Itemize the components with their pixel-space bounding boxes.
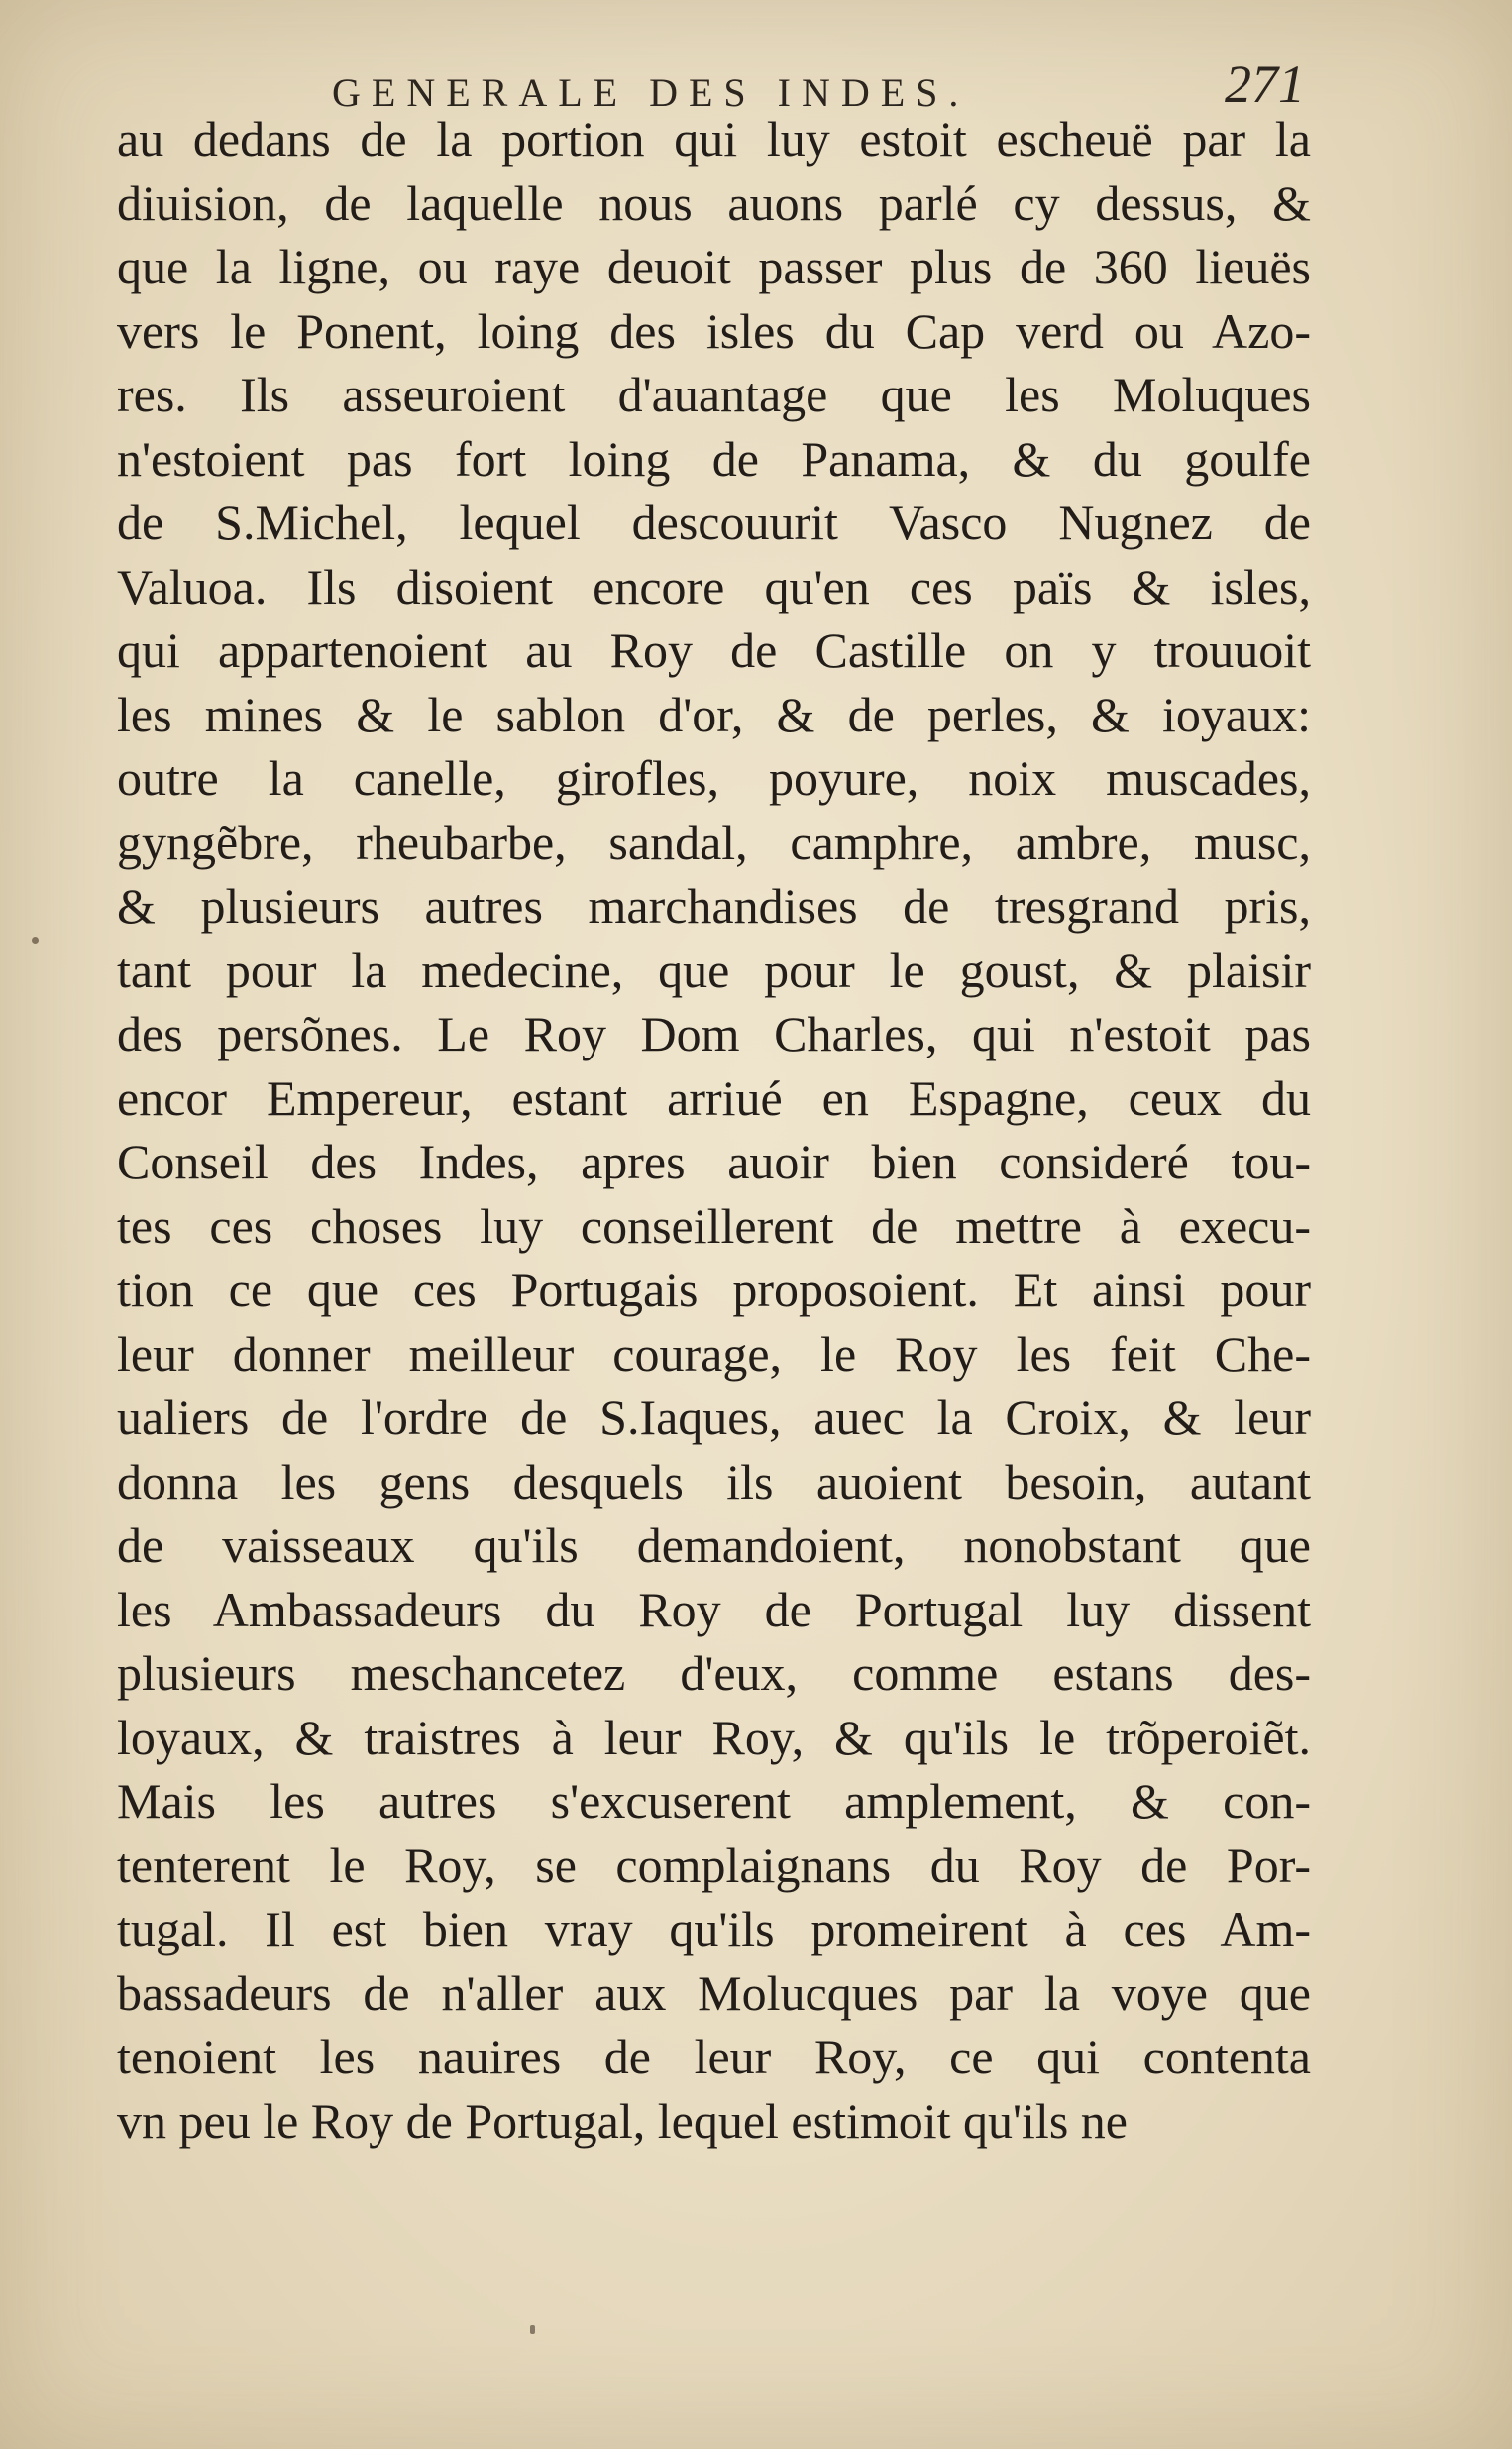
text-line: Valuoa. Ils disoient encore qu'en ces païs & isles, [117,558,1311,614]
text-line: tant pour la medecine, que pour le goust, & plaisir [117,942,1311,998]
page-number: 271 [1225,55,1305,114]
text-line: gyngẽbre, rheubarbe, sandal, camphre, ambre, musc, [117,814,1311,870]
text-line: diuision, de laquelle nous auons parlé cy dessus, & [117,174,1311,231]
text-line: outre la canelle, girofles, poyure, noix muscades, [117,750,1311,806]
text-line: tenoient les nauires de leur Roy, ce qui contenta [117,2029,1311,2084]
text-line: Mais les autres s'excuserent amplement, & con- [117,1773,1311,1829]
body-text [117,107,1311,2153]
text-line: les Ambassadeurs du Roy de Portugal luy dissent [117,1581,1311,1637]
text-line: vers le Ponent, loing des isles du Cap verd ou Azo- [117,302,1311,359]
text-line: n'estoient pas fort loing de Panama, & du goulfe [117,430,1311,487]
text-line: bassadeurs de n'aller aux Molucques par la voye que [117,1964,1311,2021]
ink-speck [530,2325,535,2334]
text-line: loyaux, & traistres à leur Roy, & qu'ils le trõperoiẽt. [117,1709,1311,1765]
text-line: ualiers de l'ordre de S.Iaques, auec la Croix, & leur [117,1390,1311,1445]
running-title: GENERALE DES INDES. [332,70,970,115]
text-line: que la ligne, ou raye deuoit passer plus de 360 lieuës [117,239,1311,294]
text-line: Conseil des Indes, apres auoir bien consideré tou- [117,1134,1311,1189]
text-line: de vaisseaux qu'ils demandoient, nonobstant que [117,1517,1311,1573]
text-line: les mines & le sablon d'or, & de perles, & ioyaux: [117,686,1311,742]
text-line: vn peu le Roy de Portugal, lequel estimoit qu'ils ne [117,2092,1128,2149]
text-line: des persõnes. Le Roy Dom Charles, qui n'estoit pas [117,1006,1311,1061]
text-line: tion ce que ces Portugais proposoient. Et ainsi pour [117,1262,1311,1317]
text-line: tes ces choses luy conseillerent de mettre à execu- [117,1197,1311,1254]
text-line: qui appartenoient au Roy de Castille on y trouuoit [117,622,1311,678]
text-line: & plusieurs autres marchandises de tresgrand pris, [117,878,1311,934]
text-line: au dedans de la portion qui luy estoit escheuë par la [117,111,1311,167]
text-line: plusieurs meschancetez d'eux, comme estans des- [117,1645,1311,1701]
text-line: tugal. Il est bien vray qu'ils promeirent à ces Am- [117,1901,1311,1956]
text-line: leur donner meilleur courage, le Roy les feit Che- [117,1325,1311,1382]
margin-ink-mark [32,937,39,944]
text-line: res. Ils asseuroient d'auantage que les Moluques [117,367,1311,422]
text-line: donna les gens desquels ils auoient besoin, autant [117,1453,1311,1509]
text-line: encor Empereur, estant arriué en Espagne, ceux du [117,1069,1311,1126]
text-line: de S.Michel, lequel descouurit Vasco Nugnez de [117,495,1311,550]
text-line: tenterent le Roy, se complaignans du Roy de Por- [117,1837,1311,1893]
